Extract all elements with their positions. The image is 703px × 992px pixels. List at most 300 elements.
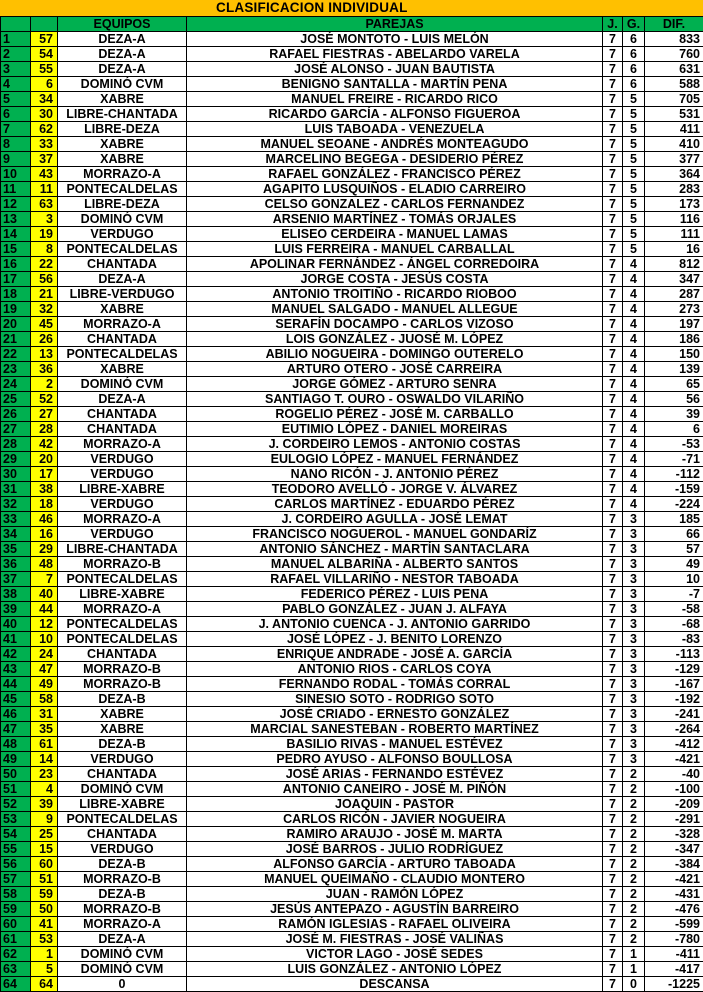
played-cell: 7 (603, 842, 623, 857)
played-cell: 7 (603, 137, 623, 152)
code-cell: 46 (31, 512, 58, 527)
code-cell: 20 (31, 452, 58, 467)
played-cell: 7 (603, 167, 623, 182)
diff-cell: 364 (645, 167, 703, 182)
diff-cell: -431 (645, 887, 703, 902)
played-cell: 7 (603, 212, 623, 227)
won-cell: 2 (623, 812, 645, 827)
team-cell: XABRE (58, 92, 187, 107)
position-cell: 48 (1, 737, 31, 752)
pair-cell: RAFAEL GONZÁLEZ - FRANCISCO PÉREZ (187, 167, 603, 182)
position-cell: 45 (1, 692, 31, 707)
diff-cell: 287 (645, 287, 703, 302)
pair-cell: EULOGIO LÓPEZ - MANUEL FERNÁNDEZ (187, 452, 603, 467)
team-cell: LIBRE-XABRE (58, 797, 187, 812)
table-row (1, 737, 703, 752)
table-row (1, 347, 703, 362)
position-cell: 47 (1, 722, 31, 737)
position-cell: 59 (1, 902, 31, 917)
code-cell: 60 (31, 857, 58, 872)
played-cell: 7 (603, 197, 623, 212)
pair-cell: SERAFÍN DOCAMPO - CARLOS VIZOSO (187, 317, 603, 332)
table-row (1, 77, 703, 92)
won-cell: 3 (623, 557, 645, 572)
pair-cell: LUIS GONZÁLEZ - ANTONIO LÓPEZ (187, 962, 603, 977)
team-cell: MORRAZO-A (58, 437, 187, 452)
diff-cell: -476 (645, 902, 703, 917)
table-row (1, 632, 703, 647)
table-row (1, 197, 703, 212)
code-cell: 55 (31, 62, 58, 77)
position-cell: 5 (1, 92, 31, 107)
diff-cell: -192 (645, 692, 703, 707)
table-row (1, 392, 703, 407)
code-cell: 63 (31, 197, 58, 212)
table-row (1, 962, 703, 977)
played-cell: 7 (603, 152, 623, 167)
won-cell: 2 (623, 887, 645, 902)
played-cell: 7 (603, 287, 623, 302)
code-cell: 31 (31, 707, 58, 722)
header-team: EQUIPOS (58, 17, 187, 32)
pair-cell: APOLINAR FERNÁNDEZ - ÁNGEL CORREDOIRA (187, 257, 603, 272)
team-cell: VERDUGO (58, 497, 187, 512)
won-cell: 4 (623, 377, 645, 392)
position-cell: 63 (1, 962, 31, 977)
code-cell: 23 (31, 767, 58, 782)
diff-cell: -113 (645, 647, 703, 662)
position-cell: 35 (1, 542, 31, 557)
played-cell: 7 (603, 782, 623, 797)
played-cell: 7 (603, 182, 623, 197)
code-cell: 50 (31, 902, 58, 917)
team-cell: MORRAZO-B (58, 872, 187, 887)
played-cell: 7 (603, 872, 623, 887)
played-cell: 7 (603, 632, 623, 647)
code-cell: 59 (31, 887, 58, 902)
team-cell: LIBRE-DEZA (58, 197, 187, 212)
code-cell: 49 (31, 677, 58, 692)
team-cell: MORRAZO-A (58, 602, 187, 617)
played-cell: 7 (603, 422, 623, 437)
played-cell: 7 (603, 32, 623, 47)
won-cell: 3 (623, 602, 645, 617)
position-cell: 51 (1, 782, 31, 797)
position-cell: 40 (1, 617, 31, 632)
pair-cell: BASILIO RIVAS - MANUEL ESTÉVEZ (187, 737, 603, 752)
code-cell: 41 (31, 917, 58, 932)
team-cell: VERDUGO (58, 467, 187, 482)
diff-cell: 6 (645, 422, 703, 437)
table-row (1, 377, 703, 392)
table-row (1, 647, 703, 662)
pair-cell: RAFAEL VILLARIÑO - NESTOR TABOADA (187, 572, 603, 587)
diff-cell: 111 (645, 227, 703, 242)
code-cell: 64 (31, 977, 58, 992)
won-cell: 5 (623, 242, 645, 257)
played-cell: 7 (603, 272, 623, 287)
diff-cell: 57 (645, 542, 703, 557)
table-row (1, 302, 703, 317)
pair-cell: JUAN - RAMÓN LÓPEZ (187, 887, 603, 902)
code-cell: 17 (31, 467, 58, 482)
diff-cell: -411 (645, 947, 703, 962)
table-body (1, 32, 703, 992)
played-cell: 7 (603, 947, 623, 962)
table-row (1, 707, 703, 722)
code-cell: 45 (31, 317, 58, 332)
position-cell: 19 (1, 302, 31, 317)
played-cell: 7 (603, 242, 623, 257)
team-cell: PONTECALDELAS (58, 242, 187, 257)
played-cell: 7 (603, 407, 623, 422)
position-cell: 28 (1, 437, 31, 452)
played-cell: 7 (603, 677, 623, 692)
played-cell: 7 (603, 77, 623, 92)
position-cell: 58 (1, 887, 31, 902)
team-cell: MORRAZO-A (58, 167, 187, 182)
table-row (1, 467, 703, 482)
team-cell: DEZA-A (58, 932, 187, 947)
team-cell: DOMINÓ CVM (58, 947, 187, 962)
position-cell: 52 (1, 797, 31, 812)
team-cell: XABRE (58, 362, 187, 377)
diff-cell: 66 (645, 527, 703, 542)
team-cell: DEZA-B (58, 692, 187, 707)
diff-cell: -412 (645, 737, 703, 752)
position-cell: 49 (1, 752, 31, 767)
code-cell: 62 (31, 122, 58, 137)
diff-cell: 812 (645, 257, 703, 272)
code-cell: 3 (31, 212, 58, 227)
team-cell: PONTECALDELAS (58, 347, 187, 362)
won-cell: 2 (623, 917, 645, 932)
code-cell: 56 (31, 272, 58, 287)
team-cell: PONTECALDELAS (58, 182, 187, 197)
table-row (1, 332, 703, 347)
diff-cell: -129 (645, 662, 703, 677)
played-cell: 7 (603, 377, 623, 392)
position-cell: 27 (1, 422, 31, 437)
pair-cell: JESÚS ANTEPAZO - AGUSTÍN BARREIRO (187, 902, 603, 917)
diff-cell: 16 (645, 242, 703, 257)
pair-cell: RAMIRO ARAUJO - JOSÉ M. MARTA (187, 827, 603, 842)
diff-cell: -347 (645, 842, 703, 857)
pair-cell: JOSÉ CRIADO - ERNESTO GONZÁLEZ (187, 707, 603, 722)
position-cell: 36 (1, 557, 31, 572)
team-cell: CHANTADA (58, 407, 187, 422)
played-cell: 7 (603, 347, 623, 362)
position-cell: 57 (1, 872, 31, 887)
position-cell: 18 (1, 287, 31, 302)
played-cell: 7 (603, 962, 623, 977)
diff-cell: -599 (645, 917, 703, 932)
position-cell: 21 (1, 332, 31, 347)
code-cell: 37 (31, 152, 58, 167)
played-cell: 7 (603, 62, 623, 77)
team-cell: LIBRE-CHANTADA (58, 542, 187, 557)
diff-cell: 10 (645, 572, 703, 587)
won-cell: 5 (623, 122, 645, 137)
diff-cell: -68 (645, 617, 703, 632)
code-cell: 15 (31, 842, 58, 857)
position-cell: 9 (1, 152, 31, 167)
team-cell: DEZA-B (58, 737, 187, 752)
pair-cell: FRANCISCO NOGUEROL - MANUEL GONDARÍZ (187, 527, 603, 542)
diff-cell: 65 (645, 377, 703, 392)
won-cell: 3 (623, 632, 645, 647)
diff-cell: 273 (645, 302, 703, 317)
table-row (1, 452, 703, 467)
team-cell: PONTECALDELAS (58, 617, 187, 632)
won-cell: 6 (623, 62, 645, 77)
code-cell: 34 (31, 92, 58, 107)
position-cell: 10 (1, 167, 31, 182)
position-cell: 11 (1, 182, 31, 197)
code-cell: 36 (31, 362, 58, 377)
position-cell: 53 (1, 812, 31, 827)
won-cell: 0 (623, 977, 645, 992)
table-row (1, 827, 703, 842)
code-cell: 53 (31, 932, 58, 947)
won-cell: 3 (623, 752, 645, 767)
pair-cell: RICARDO GARCÍA - ALFONSO FIGUEROA (187, 107, 603, 122)
team-cell: MORRAZO-A (58, 512, 187, 527)
won-cell: 2 (623, 857, 645, 872)
table-row (1, 587, 703, 602)
played-cell: 7 (603, 767, 623, 782)
pair-cell: MANUEL SEOANE - ANDRÉS MONTEAGUDO (187, 137, 603, 152)
team-cell: VERDUGO (58, 452, 187, 467)
pair-cell: PEDRO AYUSO - ALFONSO BOULLOSA (187, 752, 603, 767)
team-cell: DOMINÓ CVM (58, 77, 187, 92)
played-cell: 7 (603, 722, 623, 737)
pair-cell: RAMÓN IGLESIAS - RAFAEL OLIVEIRA (187, 917, 603, 932)
table-row (1, 527, 703, 542)
team-cell: DEZA-A (58, 392, 187, 407)
won-cell: 5 (623, 227, 645, 242)
diff-cell: -112 (645, 467, 703, 482)
code-cell: 42 (31, 437, 58, 452)
table-row (1, 227, 703, 242)
won-cell: 2 (623, 797, 645, 812)
played-cell: 7 (603, 587, 623, 602)
position-cell: 8 (1, 137, 31, 152)
played-cell: 7 (603, 497, 623, 512)
table-row (1, 107, 703, 122)
position-cell: 38 (1, 587, 31, 602)
diff-cell: 833 (645, 32, 703, 47)
team-cell: MORRAZO-B (58, 662, 187, 677)
pair-cell: MARCIAL SANESTEBAN - ROBERTO MARTÍNEZ (187, 722, 603, 737)
played-cell: 7 (603, 122, 623, 137)
table-row (1, 662, 703, 677)
code-cell: 4 (31, 782, 58, 797)
won-cell: 6 (623, 77, 645, 92)
won-cell: 6 (623, 32, 645, 47)
code-cell: 40 (31, 587, 58, 602)
table-row (1, 167, 703, 182)
diff-cell: -209 (645, 797, 703, 812)
team-cell: VERDUGO (58, 227, 187, 242)
diff-cell: -40 (645, 767, 703, 782)
diff-cell: 531 (645, 107, 703, 122)
position-cell: 14 (1, 227, 31, 242)
code-cell: 58 (31, 692, 58, 707)
position-cell: 16 (1, 257, 31, 272)
header-row (1, 17, 703, 32)
played-cell: 7 (603, 317, 623, 332)
table-row (1, 122, 703, 137)
team-cell: PONTECALDELAS (58, 572, 187, 587)
pair-cell: JORGE GÓMEZ - ARTURO SENRA (187, 377, 603, 392)
pair-cell: ROGELIO PÉREZ - JOSÉ M. CARBALLO (187, 407, 603, 422)
position-cell: 20 (1, 317, 31, 332)
won-cell: 4 (623, 452, 645, 467)
played-cell: 7 (603, 692, 623, 707)
diff-cell: 139 (645, 362, 703, 377)
position-cell: 33 (1, 512, 31, 527)
pair-cell: JOSÉ BARROS - JULIO RODRÍGUEZ (187, 842, 603, 857)
table-row (1, 947, 703, 962)
code-cell: 33 (31, 137, 58, 152)
team-cell: CHANTADA (58, 767, 187, 782)
header-played: J. (603, 17, 623, 32)
position-cell: 13 (1, 212, 31, 227)
team-cell: LIBRE-XABRE (58, 482, 187, 497)
code-cell: 1 (31, 947, 58, 962)
pair-cell: MANUEL ALBARIÑA - ALBERTO SANTOS (187, 557, 603, 572)
played-cell: 7 (603, 227, 623, 242)
pair-cell: RAFAEL FIESTRAS - ABELARDO VARELA (187, 47, 603, 62)
position-cell: 42 (1, 647, 31, 662)
diff-cell: -83 (645, 632, 703, 647)
code-cell: 9 (31, 812, 58, 827)
pair-cell: MANUEL SALGADO - MANUEL ALLEGUE (187, 302, 603, 317)
table-row (1, 752, 703, 767)
header-pair: PAREJAS (187, 17, 603, 32)
position-cell: 62 (1, 947, 31, 962)
team-cell: XABRE (58, 152, 187, 167)
table-row (1, 932, 703, 947)
team-cell: DEZA-A (58, 47, 187, 62)
position-cell: 17 (1, 272, 31, 287)
pair-cell: LOIS GONZÁLEZ - JUOSÉ M. LÓPEZ (187, 332, 603, 347)
code-cell: 29 (31, 542, 58, 557)
position-cell: 22 (1, 347, 31, 362)
table-row (1, 692, 703, 707)
team-cell: LIBRE-CHANTADA (58, 107, 187, 122)
pair-cell: DESCANSA (187, 977, 603, 992)
team-cell: CHANTADA (58, 827, 187, 842)
won-cell: 4 (623, 362, 645, 377)
played-cell: 7 (603, 392, 623, 407)
played-cell: 7 (603, 812, 623, 827)
diff-cell: -264 (645, 722, 703, 737)
pair-cell: BENIGNO SANTALLA - MARTÍN PENA (187, 77, 603, 92)
code-cell: 6 (31, 77, 58, 92)
table-row (1, 797, 703, 812)
team-cell: PONTECALDELAS (58, 632, 187, 647)
table-row (1, 917, 703, 932)
won-cell: 5 (623, 137, 645, 152)
pair-cell: MANUEL QUEIMAÑO - CLAUDIO MONTERO (187, 872, 603, 887)
diff-cell: -159 (645, 482, 703, 497)
position-cell: 60 (1, 917, 31, 932)
table-row (1, 557, 703, 572)
team-cell: DEZA-A (58, 32, 187, 47)
won-cell: 4 (623, 437, 645, 452)
code-cell: 47 (31, 662, 58, 677)
team-cell: DOMINÓ CVM (58, 377, 187, 392)
position-cell: 44 (1, 677, 31, 692)
team-cell: 0 (58, 977, 187, 992)
code-cell: 35 (31, 722, 58, 737)
pair-cell: EUTIMIO LÓPEZ - DANIEL MOREIRAS (187, 422, 603, 437)
code-cell: 7 (31, 572, 58, 587)
played-cell: 7 (603, 917, 623, 932)
diff-cell: -417 (645, 962, 703, 977)
pair-cell: CELSO GONZALEZ - CARLOS FERNANDEZ (187, 197, 603, 212)
diff-cell: -7 (645, 587, 703, 602)
won-cell: 3 (623, 617, 645, 632)
table-row (1, 47, 703, 62)
code-cell: 8 (31, 242, 58, 257)
pair-cell: J. CORDEIRO LEMOS - ANTONIO COSTAS (187, 437, 603, 452)
played-cell: 7 (603, 452, 623, 467)
position-cell: 32 (1, 497, 31, 512)
won-cell: 2 (623, 827, 645, 842)
won-cell: 5 (623, 92, 645, 107)
pair-cell: CARLOS RICÓN - JAVIER NOGUEIRA (187, 812, 603, 827)
won-cell: 3 (623, 692, 645, 707)
diff-cell: -421 (645, 872, 703, 887)
diff-cell: 186 (645, 332, 703, 347)
won-cell: 6 (623, 47, 645, 62)
pair-cell: ANTONIO CANEIRO - JOSÉ M. PIÑÓN (187, 782, 603, 797)
played-cell: 7 (603, 617, 623, 632)
team-cell: DEZA-A (58, 272, 187, 287)
played-cell: 7 (603, 107, 623, 122)
table-row (1, 287, 703, 302)
played-cell: 7 (603, 752, 623, 767)
won-cell: 4 (623, 272, 645, 287)
pair-cell: ALFONSO GARCÍA - ARTURO TABOADA (187, 857, 603, 872)
team-cell: DOMINÓ CVM (58, 962, 187, 977)
table-row (1, 257, 703, 272)
position-cell: 1 (1, 32, 31, 47)
played-cell: 7 (603, 332, 623, 347)
table-row (1, 977, 703, 992)
position-cell: 43 (1, 662, 31, 677)
header-won: G. (623, 17, 645, 32)
team-cell: DEZA-A (58, 62, 187, 77)
pair-cell: CARLOS MARTÍNEZ - EDUARDO PÉREZ (187, 497, 603, 512)
position-cell: 50 (1, 767, 31, 782)
diff-cell: 347 (645, 272, 703, 287)
diff-cell: 56 (645, 392, 703, 407)
diff-cell: -291 (645, 812, 703, 827)
won-cell: 2 (623, 782, 645, 797)
table-row (1, 872, 703, 887)
table-row (1, 842, 703, 857)
diff-cell: -100 (645, 782, 703, 797)
won-cell: 3 (623, 737, 645, 752)
diff-cell: -53 (645, 437, 703, 452)
pair-cell: JOSÉ ALONSO - JUAN BAUTISTA (187, 62, 603, 77)
code-cell: 12 (31, 617, 58, 632)
played-cell: 7 (603, 257, 623, 272)
